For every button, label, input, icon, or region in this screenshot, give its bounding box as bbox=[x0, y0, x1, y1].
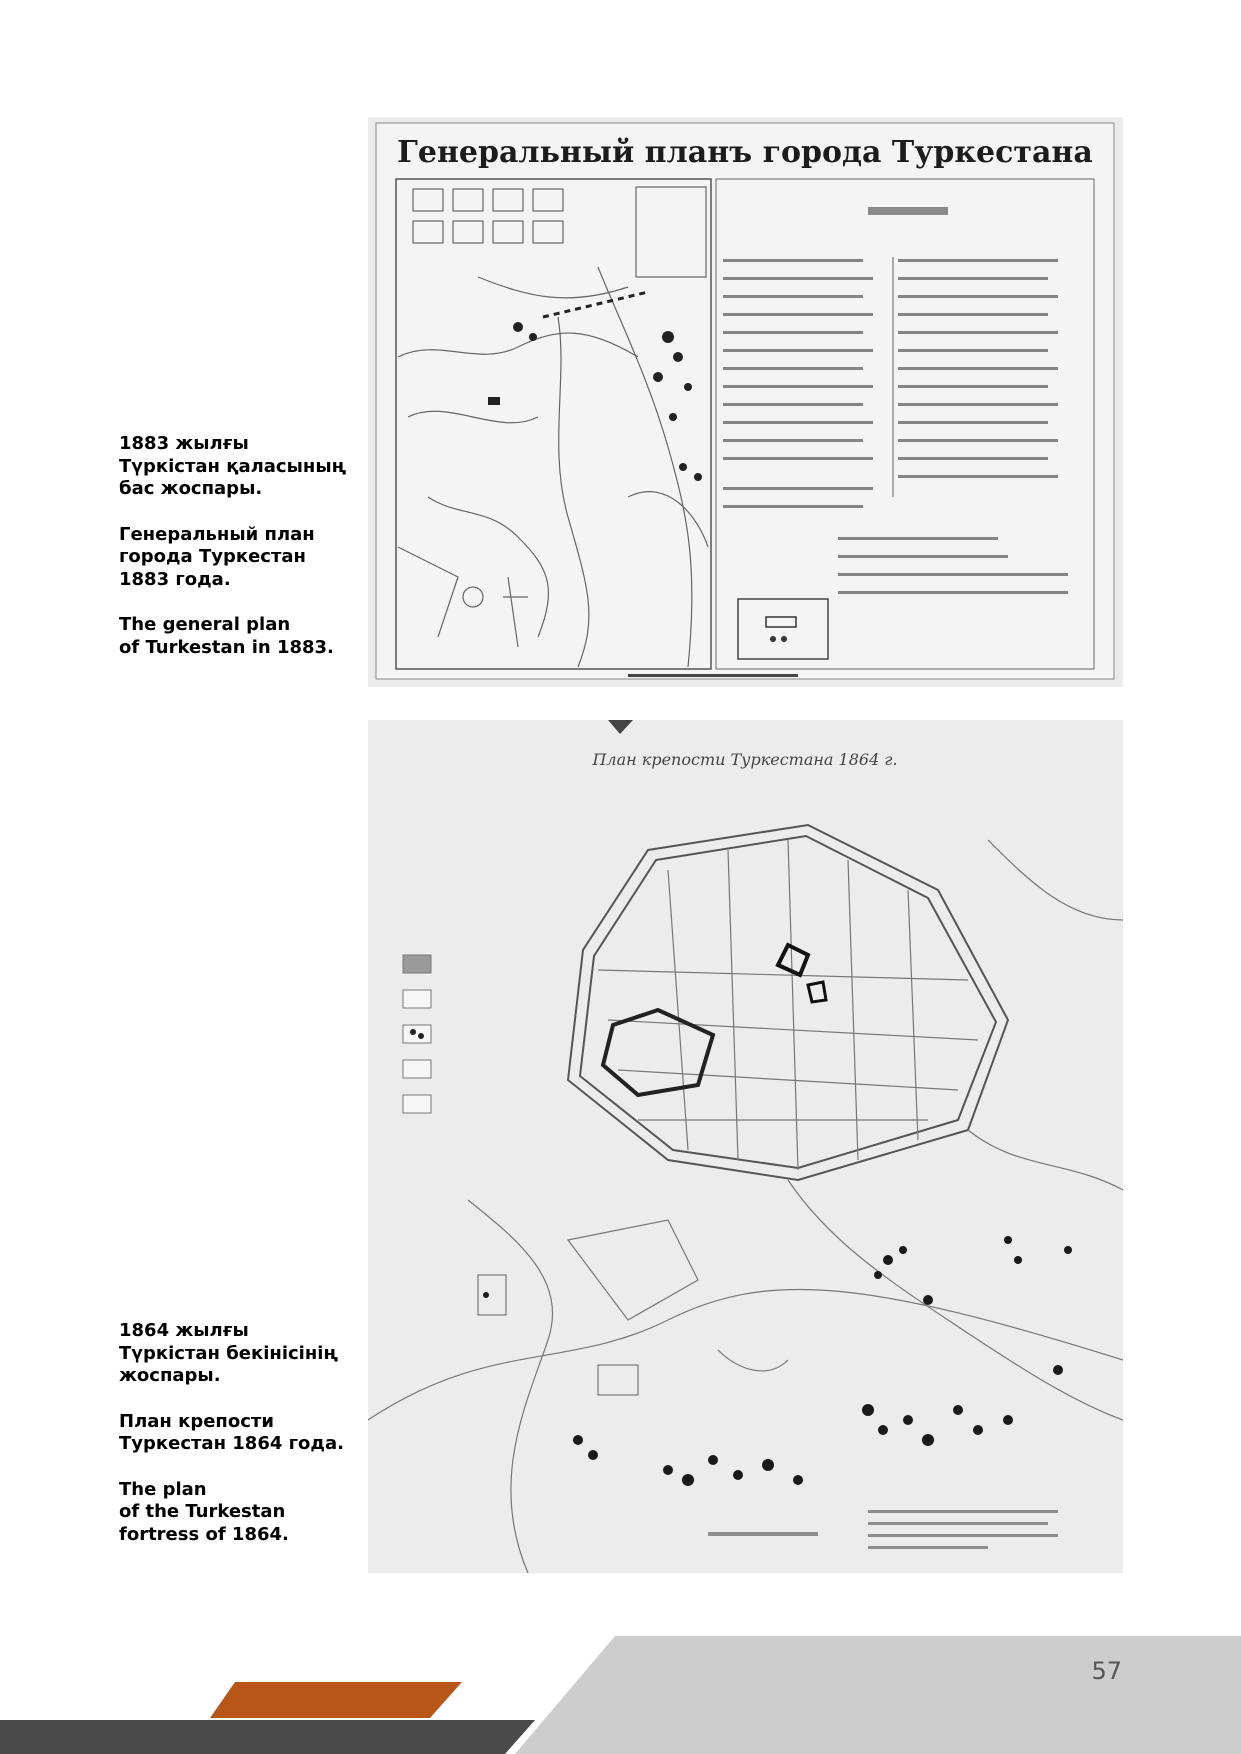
caption-russian: План крепости Туркестан 1864 года. bbox=[119, 1410, 344, 1454]
map-1864-title: План крепости Туркестана 1864 г. bbox=[592, 750, 898, 769]
caption-russian: Генеральный план города Туркестан 1883 года. bbox=[119, 523, 315, 590]
footer-shapes bbox=[0, 1630, 1241, 1754]
caption-english: The general plan of Turkestan in 1883. bbox=[119, 614, 334, 658]
page-footer bbox=[0, 1630, 1241, 1754]
caption-1883-plan bbox=[119, 433, 349, 682]
caption-kazakh: 1864 жылғы Түркістан бекінісінің жоспары. bbox=[119, 1320, 338, 1386]
page-number: 57 bbox=[1091, 1657, 1122, 1685]
map-1883-figure bbox=[368, 117, 1123, 687]
map-1864-image bbox=[368, 720, 1123, 1573]
caption-kazakh: 1883 жылғы Түркістан қаласының бас жоспары. bbox=[119, 433, 347, 499]
map-1883-image bbox=[368, 117, 1123, 687]
caption-1864-plan bbox=[119, 1320, 349, 1569]
caption-english: The plan of the Turkestan fortress of 1864. bbox=[119, 1478, 289, 1545]
map-1883-title: Генеральный планъ города Туркестана bbox=[397, 135, 1093, 170]
map-1864-figure bbox=[368, 720, 1123, 1573]
